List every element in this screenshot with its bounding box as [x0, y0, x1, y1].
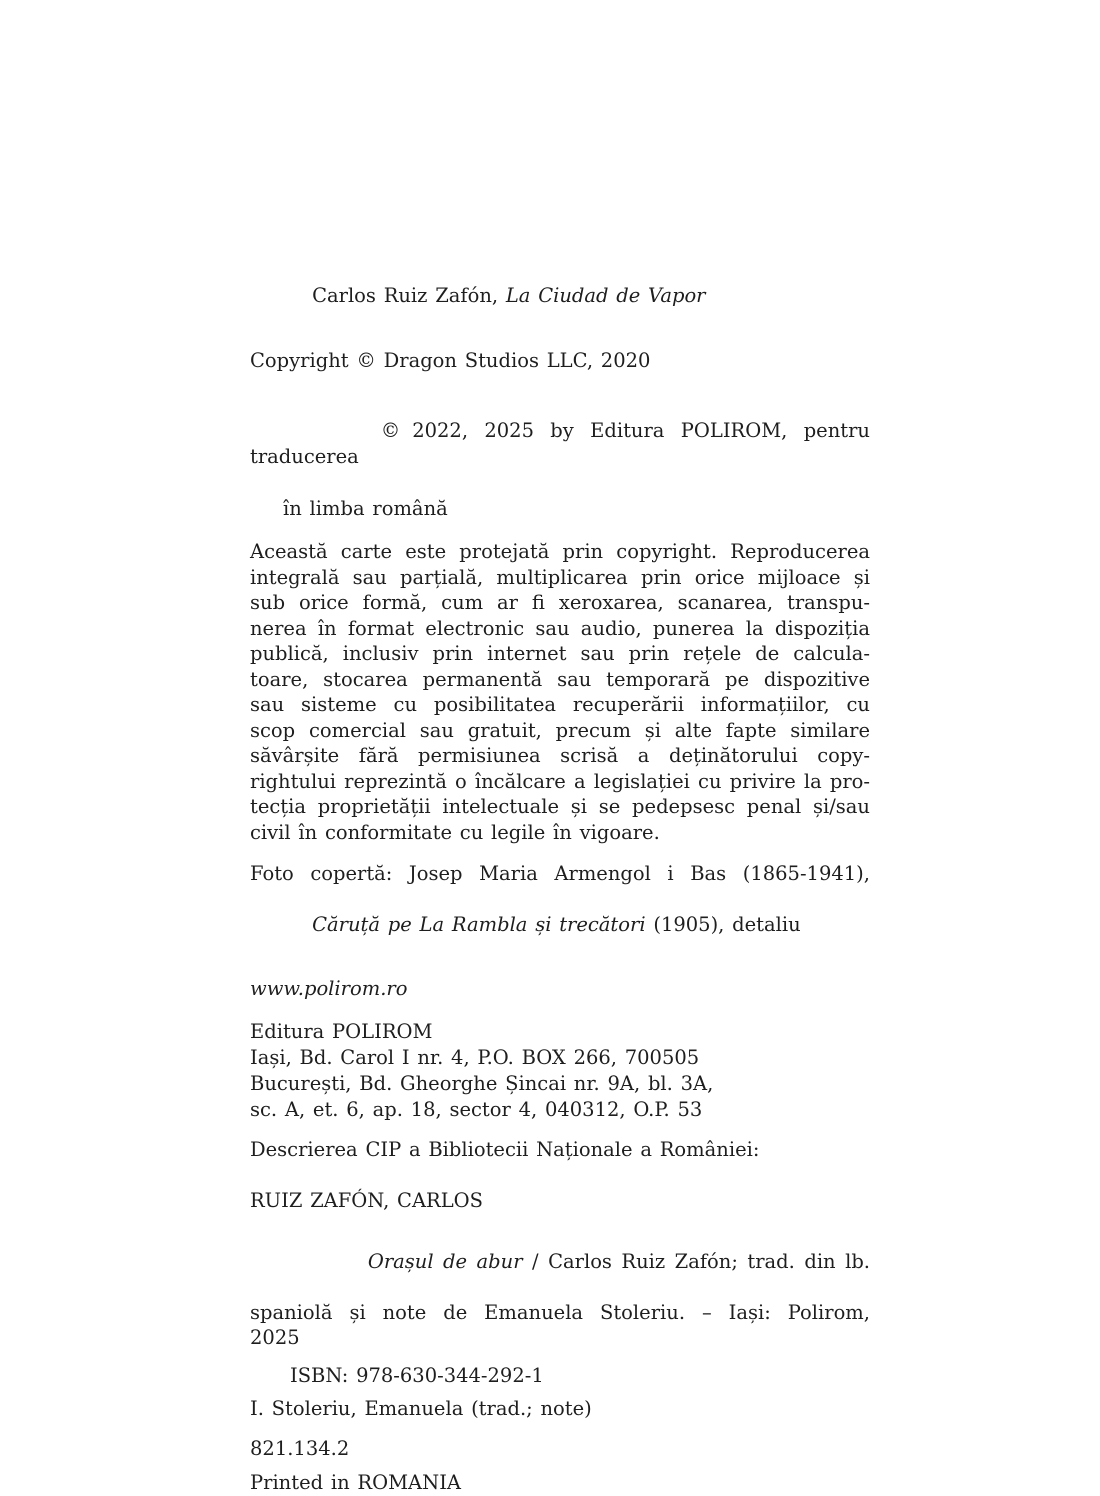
rights-notice-line: săvârșite fără permisiunea scrisă a deținătorului copy-: [250, 744, 870, 767]
rights-notice-paragraph: [250, 539, 870, 845]
printed-in-line: [250, 1470, 870, 1496]
rights-notice-line: Această carte este protejată prin copyright. Reproducerea: [250, 540, 870, 563]
translation-copyright-line2: în limba română: [283, 497, 448, 520]
rights-notice-line: civil în conformitate cu legile în vigoare.: [250, 820, 660, 844]
cip-heading: Descrierea CIP a Bibliotecii Naționale a României:: [250, 1138, 760, 1161]
original-copyright-line: [250, 348, 870, 374]
rights-notice-line: sub orice formă, cum ar fi xeroxarea, scanarea, transpu-: [250, 591, 870, 614]
cip-author-entry-line: [250, 1188, 870, 1214]
cip-entry-line1-rest: / Carlos Ruiz Zafón; trad. din lb.: [522, 1249, 871, 1273]
udc-number: 821.134.2: [250, 1436, 350, 1460]
address-iasi: Iași, Bd. Carol I nr. 4, P.O. BOX 266, 700505: [250, 1046, 700, 1069]
translation-copyright-line1: 2022, 2025 by Editura POLIROM, pentru traducerea: [250, 419, 878, 468]
author-name: Carlos Ruiz Zafón,: [312, 284, 506, 307]
original-title: La Ciudad de Vapor: [505, 284, 706, 307]
printed-in: Printed in ROMANIA: [250, 1470, 461, 1494]
cip-title-entry: [250, 1223, 870, 1351]
cip-isbn: ISBN: 978-630-344-292-1: [290, 1363, 544, 1387]
address-bucharest-2: sc. A, et. 6, ap. 18, sector 4, 040312, O.P. 53: [250, 1098, 703, 1121]
cip-entry-line2: spaniolă și note de Emanuela Stoleriu. – Iași: Polirom,: [250, 1300, 870, 1324]
cip-contributor: I. Stoleriu, Emanuela (trad.; note): [250, 1396, 592, 1420]
publisher-website-line: [250, 976, 870, 1002]
cover-artwork-title: Căruță pe La Rambla și trecători: [312, 913, 646, 936]
rights-notice-line: sau sisteme cu posibilitatea recuperării informațiilor, cu: [250, 693, 870, 716]
publisher-name: Editura POLIROM: [250, 1020, 433, 1043]
rights-notice-line: nerea în format electronic sau audio, punerea la dispoziția: [250, 616, 870, 640]
cover-credit-line1: Foto copertă: Josep Maria Armengol i Bas (1865-1941),: [250, 862, 870, 885]
cip-isbn-line: [250, 1363, 870, 1389]
rights-notice-line: toare, stocarea permanentă sau temporară pe dispozitive: [250, 667, 870, 691]
cip-entry-year: 2025: [250, 1326, 300, 1349]
copyright-symbol: ©: [380, 419, 401, 442]
publisher-address-block: [250, 1019, 870, 1123]
rights-notice-line: tecția proprietății intelectuale și se pedepsesc penal și/sau: [250, 795, 870, 818]
udc-number-line: [250, 1436, 870, 1462]
translation-copyright: [250, 392, 878, 522]
colophon-content: [250, 257, 878, 1496]
rights-notice-line: integrală sau parțială, multiplicarea prin orice mijloace și: [250, 565, 870, 589]
cip-translated-title: Orașul de abur: [367, 1249, 523, 1273]
book-title-line: [250, 257, 870, 335]
original-copyright-text: Copyright © Dragon Studios LLC, 2020: [250, 349, 651, 372]
rights-notice-line: scop comercial sau gratuit, precum și alte fapte similare: [250, 718, 870, 742]
cip-heading-line: [250, 1137, 870, 1163]
rights-notice-line: publică, inclusiv prin internet sau prin rețele de calcula-: [250, 642, 870, 665]
cip-contributor-line: [250, 1396, 870, 1422]
cip-author-entry: RUIZ ZAFÓN, CARLOS: [250, 1189, 484, 1212]
cover-photo-credit: [250, 861, 870, 963]
address-bucharest-1: București, Bd. Gheorghe Șincai nr. 9A, bl. 3A,: [250, 1072, 714, 1095]
rights-notice-line: rightului reprezintă o încălcare a legislației cu privire la pro-: [250, 769, 870, 793]
publisher-website: www.polirom.ro: [250, 977, 408, 1000]
cover-credit-line2-rest: (1905), detaliu: [645, 913, 801, 936]
